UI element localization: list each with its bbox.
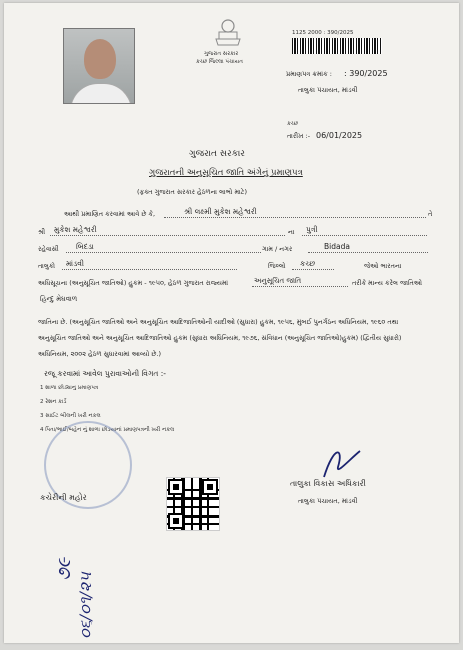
barcode-number: 1125 2000 : 390/2025 — [292, 30, 354, 36]
applicant-tail: તે — [428, 210, 433, 218]
certificate-page — [4, 3, 459, 643]
office-name: તાલુકા પંચાયત, માંડવી — [298, 86, 358, 94]
cert-number: : 390/2025 — [344, 69, 388, 78]
village-label: ગામ / નગર — [262, 245, 293, 253]
cert-line-label: આથી પ્રમાણિત કરવામાં આવે છે કે, — [64, 210, 156, 218]
qr-finder — [168, 513, 184, 529]
photo-face — [84, 39, 116, 79]
category: અનુસૂચિત જાતિ — [254, 277, 302, 285]
date-label: તારીખ :- — [287, 132, 311, 140]
officer-title: તાલુકા વિકાસ અધિકારી — [290, 479, 366, 488]
officer-office: તાલુકા પંચાયત, માંડવી — [298, 497, 358, 505]
applicant-photo — [63, 28, 135, 104]
father-name: મુકેશ મહેશ્વરી — [54, 225, 97, 234]
main-title: ગુજરાતની અનુસૂચિત જાતિ અંગેનું પ્રમાણપત્ર — [149, 168, 303, 178]
gov-title: ગુજરાત સરકાર — [189, 149, 245, 159]
body-para-1: જાતિના છે. (અનુસૂચિત જાતિઓ અને અનુસૂચિત આદિજાતિઓની યાદીઓ (સુધારા) હુકમ, ૧૯૫૬, મુંબઈ પુનર્ગઠન અધિનિયમ, ૧૯૬૦ તથા — [38, 318, 399, 326]
qr-code — [166, 477, 220, 531]
cert-number-label: પ્રમાણપત્ર ક્રમાંક : — [286, 70, 332, 78]
handwritten-date: ૦૬/૦૧/૨૫ — [76, 572, 95, 639]
emblem-caption-2: કચ્છ જિલ્લા પંચાયત — [196, 59, 243, 65]
document-item: 4 પિતા/ભાઈ/બહેન નું શાળા છોડયાનાં પ્રમાણપત્રની ખરી નકલ — [40, 427, 175, 433]
caste: હિન્દુ મેઘવાળ — [40, 295, 78, 303]
issue-date: 06/01/2025 — [316, 131, 363, 140]
place-label: કચ્છ — [287, 121, 299, 127]
barcode — [292, 38, 382, 54]
village: Bidada — [324, 242, 350, 251]
documents-heading: રજૂ કરવામાં આવેલ પુરાવાઓની વિગત :- — [44, 369, 167, 378]
taluka-label: તાલુકો — [38, 262, 56, 270]
resident-name: બિદડા — [76, 242, 94, 251]
resident-label: રહેવાસી — [38, 245, 59, 253]
relation-label: ના — [288, 228, 295, 236]
photo-shirt — [70, 83, 132, 104]
qr-finder — [168, 479, 184, 495]
body-para-2: અનુસૂચિત જાતિઓ અને અનુસૂચિત આદિજાતિઓ હુકમ (સુધારા અધિનિયમ, ૧૯૭૬, સંવિધાન (અનુસૂચિત જાતિઓ)હુકમ) (દ્વિતીય સુધારો) — [38, 334, 402, 342]
document-item: 3 સાઈટ બીલની ખરી નકલ — [40, 413, 101, 419]
taluka: માંડવી — [66, 259, 85, 268]
relation: પુત્રી — [306, 225, 318, 234]
document-item: 1 શાળા છોડ્યાનુ પ્રમાણપત્ર — [40, 385, 99, 391]
shri-label: શ્રી — [38, 228, 46, 236]
declared-label: તરીકે માન્ય કરેલ જાતિઓ — [352, 279, 423, 287]
state-emblem-icon — [204, 15, 252, 51]
qr-finder — [202, 479, 218, 495]
body-para-3: અધિનિયમ, ૨૦૦૨ હેઠળ સુધારવામાં આવ્યો છે.) — [38, 350, 162, 358]
state-label: જેઓ ભારતના — [364, 262, 402, 270]
sub-title: (ફક્ત ગુજરાત સરકાર હેઠળના લાભો માટે) — [137, 188, 247, 196]
emblem-caption: ગુજરાત સરકાર — [204, 51, 239, 57]
district: કચ્છ — [300, 259, 316, 268]
handwritten-number: ૭૯ — [54, 557, 75, 581]
district-label: જિલ્લો — [268, 262, 286, 270]
document-item: 2 રેશન કાર્ડ — [40, 399, 67, 405]
notification-label: અધિસૂચના (અનુસૂચિત જાતિઓ) હુકમ - ૧૯૫૦, હેઠળ ગુજરાત રાજ્યમાં — [38, 279, 229, 287]
office-seal-label: કચેરીની મહોર — [40, 493, 87, 502]
applicant-name: શ્રી લક્ષ્મી મુકેશ મહેશ્વરી — [184, 207, 257, 216]
